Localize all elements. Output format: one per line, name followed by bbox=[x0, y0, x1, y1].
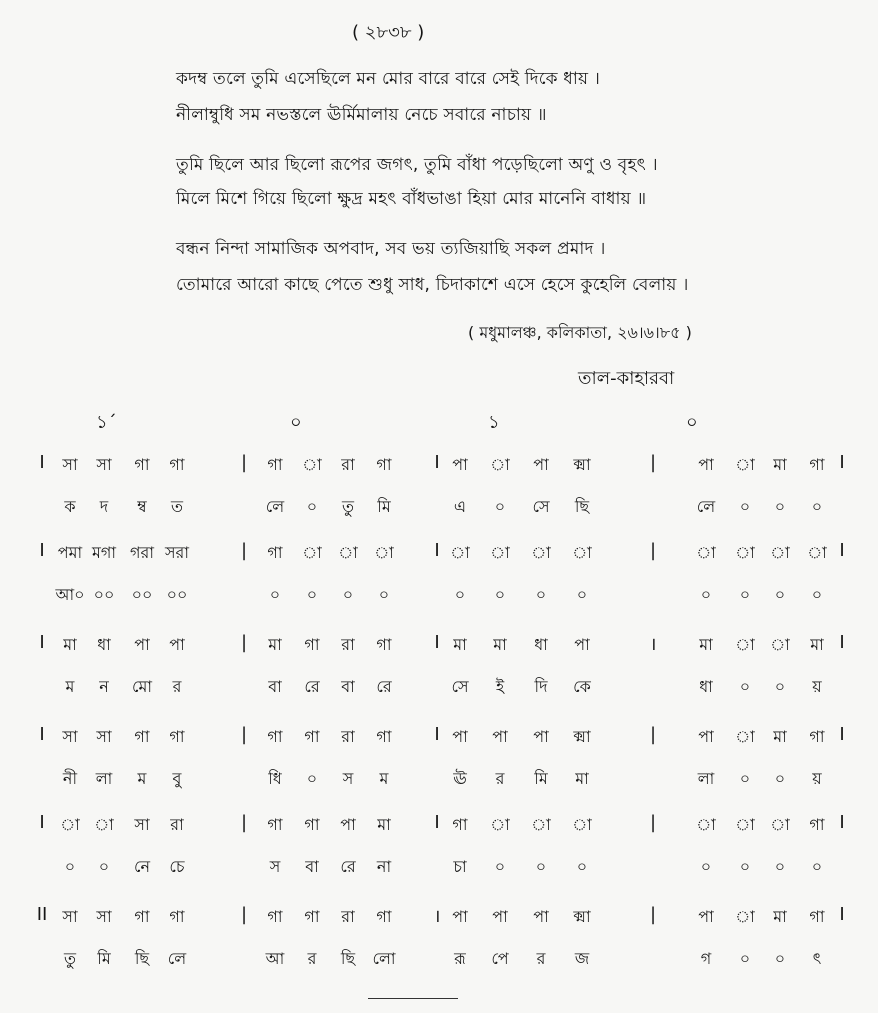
swara-note: া bbox=[735, 727, 755, 746]
barline: | bbox=[649, 812, 657, 833]
barline: I bbox=[839, 812, 845, 833]
lyric-line-6: তোমারে আরো কাছে পেতে শুধু সাধ, চিদাকাশে এসে হেসে কুহেলি বেলায় । bbox=[176, 275, 689, 295]
barline: | bbox=[240, 904, 248, 925]
lyric-syllable: ঊ bbox=[453, 769, 467, 788]
swara-note: পা bbox=[574, 635, 590, 654]
swara-note: ধা bbox=[534, 635, 548, 654]
lyric-syllable: ০ bbox=[811, 497, 823, 516]
lyric-syllable: ম্ব bbox=[137, 497, 147, 516]
swara-note: া bbox=[735, 907, 755, 926]
lyric-syllable: রে bbox=[304, 677, 320, 696]
swara-note: ক্মা bbox=[573, 455, 591, 474]
lyric-syllable: য় bbox=[812, 769, 822, 788]
row-start-bar: I bbox=[39, 632, 45, 653]
swara-note: পা bbox=[492, 727, 508, 746]
lyric-syllable: সে bbox=[532, 497, 550, 516]
lyric-syllable: ০ bbox=[306, 497, 318, 516]
swara-note: া bbox=[450, 543, 470, 562]
swara-note: গা bbox=[267, 455, 283, 474]
lyric-syllable: ০ bbox=[774, 677, 786, 696]
swara-note: সরা bbox=[164, 543, 190, 562]
swara-note: া bbox=[94, 815, 114, 834]
lyric-syllable: ০ bbox=[739, 769, 751, 788]
swara-note: মা bbox=[699, 635, 713, 654]
lyric-syllable: ন bbox=[99, 677, 109, 696]
lyric-syllable: ০ bbox=[774, 857, 786, 876]
lyric-line-4: মিলে মিশে গিয়ে ছিলো ক্ষুদ্র মহৎ বাঁধভাঙা হিয়া মোর মানেনি বাধায় ॥ bbox=[176, 189, 647, 209]
swara-note: মগা bbox=[91, 543, 117, 562]
swara-note: া bbox=[696, 815, 716, 834]
swara-note: রা bbox=[341, 455, 355, 474]
lyric-syllable: কে bbox=[573, 677, 591, 696]
swara-note: ধা bbox=[97, 635, 111, 654]
lyric-syllable: লে bbox=[265, 497, 285, 516]
swara-note: গা bbox=[304, 815, 320, 834]
lyric-syllable: স bbox=[342, 769, 354, 788]
swara-note: া bbox=[735, 543, 755, 562]
swara-note: মা bbox=[63, 635, 77, 654]
lyric-syllable: বা bbox=[341, 677, 355, 696]
swara-note: পা bbox=[533, 727, 549, 746]
swara-note: গা bbox=[169, 455, 185, 474]
swara-note: া bbox=[572, 543, 592, 562]
barline: | bbox=[240, 632, 248, 653]
swara-note: মা bbox=[493, 635, 507, 654]
lyric-syllable: এ bbox=[453, 497, 467, 516]
lyric-syllable: ০ bbox=[494, 585, 506, 604]
beat-marker-3: ১ bbox=[488, 412, 500, 433]
swara-note: া bbox=[490, 543, 510, 562]
lyric-syllable: বা bbox=[268, 677, 282, 696]
lyric-syllable: ০ bbox=[306, 585, 318, 604]
lyric-syllable: মা bbox=[575, 769, 589, 788]
swara-note: গা bbox=[169, 907, 185, 926]
swara-note: া bbox=[490, 815, 510, 834]
barline: | bbox=[240, 540, 248, 561]
lyric-line-3: তুমি ছিলে আর ছিলো রূপের জগৎ, তুমি বাঁধা পড়েছিলো অণু ও বৃহৎ । bbox=[176, 155, 658, 175]
lyric-syllable: ০ bbox=[535, 857, 547, 876]
swara-note: ক্মা bbox=[573, 727, 591, 746]
swara-note: গা bbox=[809, 815, 825, 834]
lyric-syllable: ম bbox=[65, 677, 75, 696]
lyric-syllable: র bbox=[307, 949, 317, 968]
barline: I bbox=[839, 724, 845, 745]
lyric-syllable: মি bbox=[377, 497, 391, 516]
swara-note: গা bbox=[169, 727, 185, 746]
swara-note: গা bbox=[376, 727, 392, 746]
swara-note: পা bbox=[533, 907, 549, 926]
swara-note: গা bbox=[452, 815, 468, 834]
swara-note: মা bbox=[453, 635, 467, 654]
barline: I bbox=[434, 540, 440, 561]
row-start-bar: II bbox=[36, 904, 48, 925]
source-citation: ( মধুমালঞ্চ, কলিকাতা, ২৬।৬।৮৫ ) bbox=[468, 323, 692, 342]
swara-note: া bbox=[374, 543, 394, 562]
barline: I bbox=[434, 724, 440, 745]
lyric-syllable: ম bbox=[379, 769, 389, 788]
lyric-syllable: ছি bbox=[574, 497, 590, 516]
lyric-syllable: না bbox=[376, 857, 392, 876]
lyric-syllable: নী bbox=[62, 769, 78, 788]
swara-note: পা bbox=[698, 907, 714, 926]
lyric-syllable: ০ bbox=[454, 585, 466, 604]
row-start-bar: I bbox=[39, 452, 45, 473]
swara-note: গা bbox=[809, 455, 825, 474]
swara-note: া bbox=[770, 543, 790, 562]
barline: । bbox=[433, 906, 441, 927]
barline: I bbox=[839, 904, 845, 925]
swara-note: গা bbox=[304, 635, 320, 654]
swara-note: া bbox=[60, 815, 80, 834]
swara-note: রা bbox=[341, 635, 355, 654]
lyric-syllable: পে bbox=[491, 949, 509, 968]
swara-note: া bbox=[338, 543, 358, 562]
swara-note: সা bbox=[62, 727, 78, 746]
lyric-syllable: ০ bbox=[576, 857, 588, 876]
beat-marker-1: ১´ bbox=[96, 412, 117, 433]
barline: | bbox=[649, 904, 657, 925]
barline: | bbox=[649, 540, 657, 561]
swara-note: সা bbox=[134, 815, 150, 834]
lyric-syllable: ০ bbox=[739, 497, 751, 516]
swara-note: সা bbox=[62, 455, 78, 474]
lyric-syllable: লে bbox=[696, 497, 716, 516]
swara-note: া bbox=[302, 455, 322, 474]
page-bottom-rule bbox=[368, 998, 458, 1013]
swara-note: পমা bbox=[57, 543, 83, 562]
beat-marker-2: ০ bbox=[290, 412, 302, 433]
barline: I bbox=[434, 452, 440, 473]
swara-note: া bbox=[531, 543, 551, 562]
swara-note: মা bbox=[268, 635, 282, 654]
lyric-syllable: ০ bbox=[811, 857, 823, 876]
swara-note: পা bbox=[169, 635, 185, 654]
swara-note: া bbox=[531, 815, 551, 834]
swara-note: গা bbox=[304, 907, 320, 926]
barline: I bbox=[434, 632, 440, 653]
swara-note: সা bbox=[96, 907, 112, 926]
swara-note: া bbox=[696, 543, 716, 562]
swara-note: মা bbox=[773, 727, 787, 746]
lyric-syllable: ০০ bbox=[93, 585, 115, 604]
swara-note: পা bbox=[698, 727, 714, 746]
swara-note: গা bbox=[809, 727, 825, 746]
lyric-syllable: রূ bbox=[454, 949, 466, 968]
swara-note: রা bbox=[341, 907, 355, 926]
swara-note: সা bbox=[96, 727, 112, 746]
swara-note: গরা bbox=[130, 543, 154, 562]
swara-note: গা bbox=[304, 727, 320, 746]
row-start-bar: I bbox=[39, 812, 45, 833]
lyric-syllable: চা bbox=[453, 857, 467, 876]
lyric-syllable: নে bbox=[133, 857, 151, 876]
barline: | bbox=[240, 812, 248, 833]
lyric-syllable: ০ bbox=[378, 585, 390, 604]
barline: I bbox=[434, 812, 440, 833]
lyric-line-2: নীলাম্বুধি সম নভস্তলে ঊর্মিমালায় নেচে সবারে নাচায় ॥ bbox=[176, 105, 547, 125]
lyric-syllable: ০ bbox=[306, 769, 318, 788]
lyric-syllable: ০ bbox=[342, 585, 354, 604]
swara-note: গা bbox=[376, 455, 392, 474]
lyric-syllable: ০ bbox=[98, 857, 110, 876]
swara-note: পা bbox=[533, 455, 549, 474]
lyric-syllable: ০০ bbox=[131, 585, 153, 604]
lyric-syllable: মি bbox=[97, 949, 111, 968]
swara-note: া bbox=[735, 635, 755, 654]
lyric-syllable: ০ bbox=[739, 585, 751, 604]
lyric-syllable: গ bbox=[700, 949, 712, 968]
lyric-syllable: ধা bbox=[699, 677, 713, 696]
lyric-syllable: ছি bbox=[340, 949, 356, 968]
lyric-syllable: লা bbox=[697, 769, 715, 788]
lyric-syllable: আ bbox=[265, 949, 285, 968]
lyric-syllable: ম bbox=[137, 769, 147, 788]
barline: | bbox=[240, 452, 248, 473]
lyric-syllable: ত bbox=[170, 497, 184, 516]
lyric-syllable: ০ bbox=[739, 677, 751, 696]
page-number: ( ২৮৩৮ ) bbox=[352, 22, 425, 43]
lyric-syllable: ০ bbox=[535, 585, 547, 604]
swara-note: া bbox=[770, 815, 790, 834]
lyric-syllable: য় bbox=[812, 677, 822, 696]
swara-note: া bbox=[735, 815, 755, 834]
lyric-syllable: বা bbox=[305, 857, 319, 876]
lyric-syllable: দ bbox=[99, 497, 109, 516]
swara-note: গা bbox=[134, 907, 150, 926]
lyric-syllable: র bbox=[495, 769, 505, 788]
swara-note: া bbox=[807, 543, 827, 562]
lyric-syllable: রে bbox=[376, 677, 392, 696]
swara-note: পা bbox=[134, 635, 150, 654]
barline: I bbox=[839, 632, 845, 653]
swara-note: া bbox=[490, 455, 510, 474]
swara-note: গা bbox=[267, 543, 283, 562]
lyric-syllable: ছি bbox=[134, 949, 150, 968]
lyric-syllable: লা bbox=[95, 769, 113, 788]
lyric-syllable: রে bbox=[340, 857, 356, 876]
swara-note: সা bbox=[62, 907, 78, 926]
lyric-line-5: বন্ধন নিন্দা সামাজিক অপবাদ, সব ভয় ত্যজিয়াছি সকল প্রমাদ । bbox=[176, 239, 606, 259]
lyric-syllable: ০ bbox=[700, 857, 712, 876]
lyric-syllable: ০ bbox=[739, 857, 751, 876]
barline: । bbox=[649, 634, 657, 655]
lyric-syllable: ৎ bbox=[812, 949, 822, 968]
swara-note: মা bbox=[773, 455, 787, 474]
tala-label: তাল-কাহারবা bbox=[578, 368, 675, 389]
lyric-syllable: দি bbox=[534, 677, 548, 696]
swara-note: গা bbox=[134, 455, 150, 474]
row-start-bar: I bbox=[39, 724, 45, 745]
lyric-syllable: ই bbox=[495, 677, 505, 696]
lyric-syllable: ০ bbox=[811, 585, 823, 604]
lyric-syllable: ক bbox=[64, 497, 76, 516]
lyric-syllable: লে bbox=[167, 949, 187, 968]
swara-note: পা bbox=[452, 907, 468, 926]
swara-note: া bbox=[572, 815, 592, 834]
lyric-line-1: কদম্ব তলে তুমি এসেছিলে মন মোর বারে বারে সেই দিকে ধায় । bbox=[176, 69, 601, 89]
lyric-syllable: ০ bbox=[494, 497, 506, 516]
swara-note: গা bbox=[809, 907, 825, 926]
barline: I bbox=[839, 452, 845, 473]
barline: | bbox=[240, 724, 248, 745]
lyric-syllable: ০ bbox=[494, 857, 506, 876]
beat-marker-4: ০ bbox=[686, 412, 698, 433]
lyric-syllable: চে bbox=[169, 857, 185, 876]
lyric-syllable: মি bbox=[534, 769, 548, 788]
lyric-syllable: র bbox=[172, 677, 182, 696]
barline: I bbox=[839, 540, 845, 561]
swara-note: গা bbox=[376, 635, 392, 654]
swara-note: গা bbox=[267, 815, 283, 834]
lyric-syllable: লো bbox=[372, 949, 396, 968]
barline: | bbox=[649, 452, 657, 473]
lyric-syllable: ০ bbox=[774, 949, 786, 968]
swara-note: মা bbox=[810, 635, 824, 654]
lyric-syllable: স bbox=[269, 857, 281, 876]
swara-note: গা bbox=[376, 907, 392, 926]
swara-note: পা bbox=[492, 907, 508, 926]
swara-note: গা bbox=[267, 907, 283, 926]
swara-note: মা bbox=[377, 815, 391, 834]
lyric-syllable: মো bbox=[131, 677, 153, 696]
lyric-syllable: আ০ bbox=[55, 585, 85, 604]
swara-note: রা bbox=[341, 727, 355, 746]
swara-note: গা bbox=[134, 727, 150, 746]
lyric-syllable: র bbox=[536, 949, 546, 968]
lyric-syllable: ০ bbox=[269, 585, 281, 604]
swara-note: সা bbox=[96, 455, 112, 474]
swara-note: ক্মা bbox=[573, 907, 591, 926]
swara-note: পা bbox=[340, 815, 356, 834]
barline: | bbox=[649, 724, 657, 745]
lyric-syllable: ০ bbox=[64, 857, 76, 876]
lyric-syllable: ০ bbox=[774, 769, 786, 788]
swara-note: রা bbox=[170, 815, 184, 834]
lyric-syllable: ০ bbox=[774, 497, 786, 516]
lyric-syllable: ০ bbox=[739, 949, 751, 968]
swara-note: া bbox=[770, 635, 790, 654]
swara-note: া bbox=[302, 543, 322, 562]
swara-note: া bbox=[735, 455, 755, 474]
lyric-syllable: তু bbox=[341, 497, 355, 516]
lyric-syllable: ধি bbox=[268, 769, 282, 788]
lyric-syllable: ০০ bbox=[166, 585, 188, 604]
lyric-syllable: ০ bbox=[700, 585, 712, 604]
lyric-syllable: তু bbox=[63, 949, 77, 968]
swara-note: পা bbox=[452, 727, 468, 746]
lyric-syllable: ০ bbox=[576, 585, 588, 604]
lyric-syllable: সে bbox=[451, 677, 469, 696]
lyric-syllable: জ bbox=[574, 949, 590, 968]
swara-note: মা bbox=[773, 907, 787, 926]
lyric-syllable: ০ bbox=[774, 585, 786, 604]
swara-note: গা bbox=[267, 727, 283, 746]
swara-note: পা bbox=[698, 455, 714, 474]
lyric-syllable: বু bbox=[172, 769, 182, 788]
row-start-bar: I bbox=[39, 540, 45, 561]
swara-note: পা bbox=[452, 455, 468, 474]
